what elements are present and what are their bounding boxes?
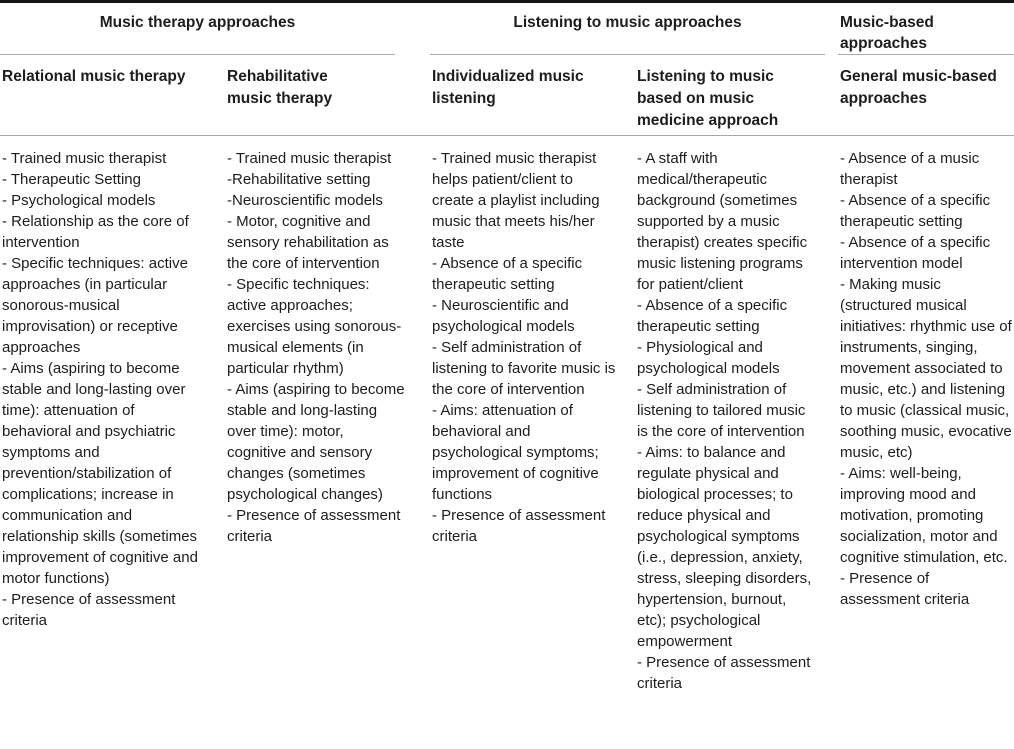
body-cell-2 xyxy=(227,148,432,694)
column-header-relational xyxy=(0,66,227,135)
cell-item: - Specific techniques: active approaches; exercises using sonorous-musical elements (in particular rhythm) xyxy=(227,276,402,377)
body-cell-4 xyxy=(637,148,840,694)
cell-item: - Absence of a specific therapeutic setting xyxy=(840,192,991,230)
cell-item: - Presence of assessment criteria xyxy=(637,654,811,692)
cell-item: - Therapeutic Setting xyxy=(2,171,141,188)
cell-item: - Self administration of listening to tailored music is the core of intervention xyxy=(637,381,806,440)
cell-item: - Aims: attenuation of behavioral and psychological symptoms; improvement of cognitive functions xyxy=(432,402,599,503)
body-cell-5 xyxy=(840,148,1014,694)
header-line: based on music xyxy=(637,90,755,107)
cell-item: - Presence of assessment criteria xyxy=(2,591,176,629)
table-body xyxy=(0,136,1014,694)
body-cell-3 xyxy=(432,148,637,694)
body-cell-1 xyxy=(0,148,227,694)
header-line: listening xyxy=(432,90,496,107)
column-header-rehabilitative xyxy=(227,66,432,135)
header-line: music therapy xyxy=(227,90,333,107)
cell-item: - Trained music therapist helps patient/client to create a playlist including music that meets his/her taste xyxy=(432,150,600,251)
cell-item: - Self administration of listening to favorite music is the core of intervention xyxy=(432,339,616,398)
group-cell-music-based xyxy=(838,3,1014,55)
cell-item: - Relationship as the core of intervention xyxy=(2,213,189,251)
cell-item: -Neuroscientific models xyxy=(227,192,383,209)
cell-item: - Aims: well-being, improving mood and motivation, promoting socialization, motor and cognitive stimulation, etc. xyxy=(840,465,1008,566)
column-header-individualized-listening xyxy=(432,66,637,135)
group-cell-listening-to-music xyxy=(430,3,825,55)
cell-item: - Absence of a specific intervention model xyxy=(840,234,991,272)
header-line: Listening to music xyxy=(637,68,774,85)
cell-item: - Trained music therapist xyxy=(2,150,167,167)
cell-item: -Rehabilitative setting xyxy=(227,171,371,188)
cell-item: - Trained music therapist xyxy=(227,150,392,167)
cell-item: - Physiological and psychological models xyxy=(637,339,780,377)
cell-item: - Aims: to balance and regulate physical and biological processes; to reduce physical and psychological symptoms (i.e., depression, anxiety, stress, sleeping disorders, hypertension, burnout, etc); psychological empowerment xyxy=(637,444,812,650)
cell-item: - Absence of a specific therapeutic setting xyxy=(637,297,788,335)
group-gap xyxy=(825,3,838,55)
header-line: Relational music therapy xyxy=(2,68,186,85)
cell-item: - Presence of assessment criteria xyxy=(227,507,401,545)
cell-item: - Making music (structured musical initiatives: rhythmic use of instruments, singing, movement associated to music, etc.) and listening to music (classical music, soothing music, evocative music, etc) xyxy=(840,276,1012,461)
column-header-row xyxy=(0,55,1014,135)
cell-item: - Absence of a music therapist xyxy=(840,150,980,188)
header-line: approaches xyxy=(840,90,928,107)
cell-item: - Absence of a specific therapeutic setting xyxy=(432,255,583,293)
header-line: medicine approach xyxy=(637,112,779,129)
cell-item: - Aims (aspiring to become stable and long-lasting over time): motor, cognitive and sensory changes (sometimes psychological changes) xyxy=(227,381,405,503)
column-header-music-medicine xyxy=(637,66,840,135)
cell-item: - Neuroscientific and psychological models xyxy=(432,297,575,335)
cell-item: - A staff with medical/therapeutic background (sometimes supported by a music therapist) creates specific music listening programs for patient/client xyxy=(637,150,808,293)
cell-item: - Motor, cognitive and sensory rehabilitation as the core of intervention xyxy=(227,213,389,272)
header-line: Individualized music xyxy=(432,68,584,85)
group-label: Listening to music approaches xyxy=(513,14,742,31)
group-cell-music-therapy xyxy=(0,3,395,55)
cell-item: - Aims (aspiring to become stable and long-lasting over time): attenuation of behavioral and psychiatric symptoms and prevention/stabilization of complications; increase in communication and relationship skills (sometimes improvement of cognitive and motor functions) xyxy=(2,360,198,587)
group-header-row xyxy=(0,3,1014,55)
column-header-general-music-based xyxy=(840,66,1014,135)
group-label: Music therapy approaches xyxy=(99,14,296,31)
header-line: General music-based xyxy=(840,68,997,85)
group-gap xyxy=(395,3,430,55)
group-label: approaches xyxy=(840,35,928,52)
cell-item: - Presence of assessment criteria xyxy=(840,570,970,608)
group-label: Music-based xyxy=(840,14,934,31)
cell-item: - Presence of assessment criteria xyxy=(432,507,606,545)
cell-item: - Specific techniques: active approaches (in particular sonorous-musical improvisation) or receptive approaches xyxy=(2,255,188,356)
header-line: Rehabilitative xyxy=(227,68,328,85)
cell-item: - Psychological models xyxy=(2,192,156,209)
